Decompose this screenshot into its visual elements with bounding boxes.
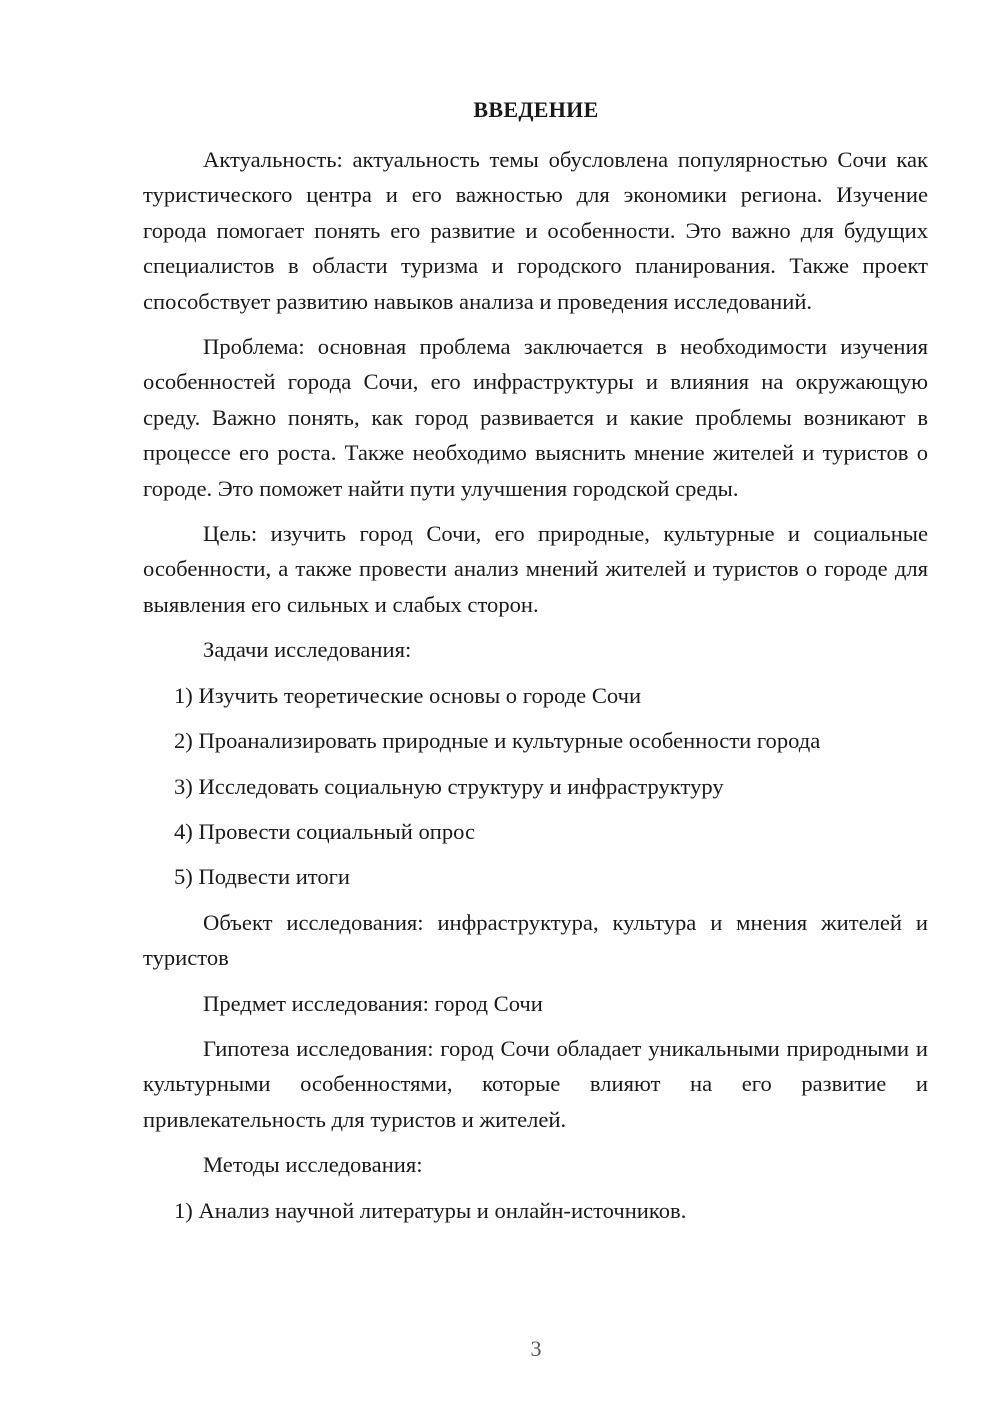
subject-paragraph: Предмет исследования: город Сочи (203, 990, 543, 1016)
relevance-paragraph: Актуальность: актуальность темы обусловлена популярностью Сочи как туристического центра и его важностью для экономики региона. Изучение города помогает понять его развитие и особенности. Это важно для будущих специалистов в области туризма и городского планирования. Также проект способствует развитию навыков анализа и проведения исследований. (143, 147, 928, 314)
task-item: 3) Исследовать социальную структуру и инфраструктуру (174, 773, 724, 799)
methods-list (143, 1193, 928, 1228)
document-body (143, 142, 928, 1228)
tasks-list (143, 678, 928, 895)
task-item: 5) Подвести итоги (174, 864, 351, 890)
page-title: ВВЕДЕНИЕ (473, 97, 599, 122)
tasks-heading: Задачи исследования: (203, 637, 412, 663)
hypothesis-paragraph: Гипотеза исследования: город Сочи обладает уникальными природными и культурными особенностями, которые влияют на его развитие и привлекательность для туристов и жителей. (143, 1035, 928, 1132)
method-item: 1) Анализ научной литературы и онлайн-источников. (174, 1197, 687, 1223)
methods-heading: Методы исследования: (203, 1152, 423, 1178)
page-number: 3 (530, 1336, 542, 1361)
task-item: 1) Изучить теоретические основы о городе Сочи (174, 682, 642, 708)
task-item: 4) Провести социальный опрос (174, 818, 476, 844)
task-item: 2) Проанализировать природные и культурные особенности города (174, 728, 821, 754)
object-paragraph: Объект исследования: инфраструктура, культура и мнения жителей и туристов (143, 909, 928, 971)
problem-paragraph: Проблема: основная проблема заключается в необходимости изучения особенностей города Сочи, его инфраструктуры и влияния на окружающую среду. Важно понять, как город развивается и какие проблемы возникают в процессе его роста. Также необходимо выяснить мнение жителей и туристов о городе. Это поможет найти пути улучшения городской среды. (143, 334, 928, 501)
goal-paragraph: Цель: изучить город Сочи, его природные, культурные и социальные особенности, а также провести анализ мнений жителей и туристов о городе для выявления его сильных и слабых сторон. (143, 521, 928, 617)
